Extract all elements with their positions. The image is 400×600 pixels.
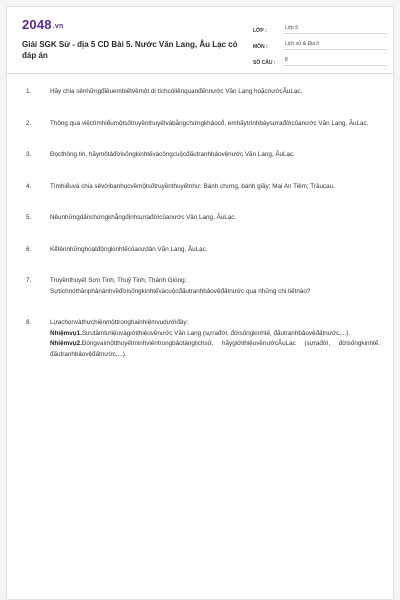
meta-row-class: [253, 18, 387, 34]
document-title: Giải SGK Sử - địa 5 CD Bài 5. Nước Văn Lang, Âu Lạc có đáp án: [22, 40, 238, 60]
question-item: [22, 276, 380, 297]
question-item: [22, 87, 380, 98]
question-item: [22, 150, 380, 161]
task-2-label: Nhiệmvụ2.: [50, 340, 82, 347]
question-item: [22, 318, 380, 360]
question-item: [22, 182, 380, 193]
subject-value: Lịch sử & Địa lí: [283, 41, 387, 50]
question-number: 7.: [26, 277, 32, 284]
question-text: Hãy chia sẻnhữngđiềuembiếtvềmột di tíchcóliênquanđếnnước Văn Lang hoặcnướcÂuLạc.: [50, 88, 303, 95]
question-text: Truyềnthuyết Sơn Tinh, Thuỷ Tinh; Thánh Gióng; Sựtíchnóthânphảnánhvềđờisốngkinhtếvàcuộcđấutranhbảovệđấtnước qua những chi tiếtnào?: [50, 277, 311, 295]
task-1: [50, 329, 380, 340]
class-value: Lớp 5: [283, 25, 387, 34]
question-number: 1.: [26, 88, 32, 95]
question-number: 5.: [26, 214, 32, 221]
question-number: 2.: [26, 119, 32, 127]
class-label: LỚP :: [253, 28, 267, 34]
meta-row-count: [253, 50, 387, 66]
task-2: [50, 339, 380, 360]
question-count-value: 8: [283, 57, 387, 66]
question-list: [22, 87, 380, 360]
subject-label: MÔN :: [253, 44, 268, 50]
question-text: Kểtênnhữnghoạtđộngkinhtếcủacưdân Văn Lang, ÂuLạc.: [50, 245, 208, 253]
question-text: Đọcthông tin, hãymôtảđờisốngkinhtếvàcôngcuộcđấutranhbảovệnước Văn Lang, ÂuLạc.: [50, 151, 295, 158]
worksheet-page: [6, 6, 394, 600]
logo-main: 2048: [22, 17, 52, 32]
question-number: 8.: [26, 319, 32, 326]
question-count-label: SỐ CÂU :: [253, 60, 276, 66]
question-intro: Lựachọnvàthựchiệnmộttronghainhiệmvụdướiđây:: [50, 319, 189, 326]
question-text: Tìmhiểuvà chia sẻvớibạnhọcvềmộtsốtruyềnthuyếtnhư: Bánh chưng, bánh giầy; Mai An Tiêm; Trầucau.: [50, 182, 335, 190]
task-1-text: Sưutầmtưliệuvàgiớithiệuvềnước Văn Lang (sựrađời, đờisốngkinhtế, đấutranhbảovệđấtnước,...).: [81, 329, 351, 337]
question-item: [22, 245, 380, 256]
meta-row-subject: [253, 34, 387, 50]
worksheet-header: [7, 7, 393, 74]
question-number: 6.: [26, 245, 32, 253]
logo-suffix: .vn: [52, 23, 64, 30]
meta-info: [253, 18, 387, 66]
question-text: Thông qua việctìmhiểumộtsốtruyềnthuyếtvàbằngchứngkhảocổ, emhãytrìnhbàysựrađờicủanước Văn Lang, ÂuLạc.: [50, 119, 369, 127]
question-item: [22, 213, 380, 224]
site-logo[interactable]: [22, 17, 63, 32]
question-number: 3.: [26, 151, 32, 158]
question-text: Nêunhữngdấnchứngkhẳngđịnhsựrađờicủanước Văn Lang, ÂuLạc.: [50, 214, 237, 221]
task-2-text: Đóngvaimộtthuyếtminhviêntrongbảotànglịchsử, hãygiớithiệuvềnướcÂuLạc (sựrađời, đờisốngkinhtế, đấutranhbảovệđấtnước,...).: [50, 340, 380, 358]
question-number: 4.: [26, 182, 32, 190]
task-1-label: Nhiệmvụ1.: [50, 329, 82, 337]
question-text: [50, 318, 380, 360]
question-item: [22, 119, 380, 130]
